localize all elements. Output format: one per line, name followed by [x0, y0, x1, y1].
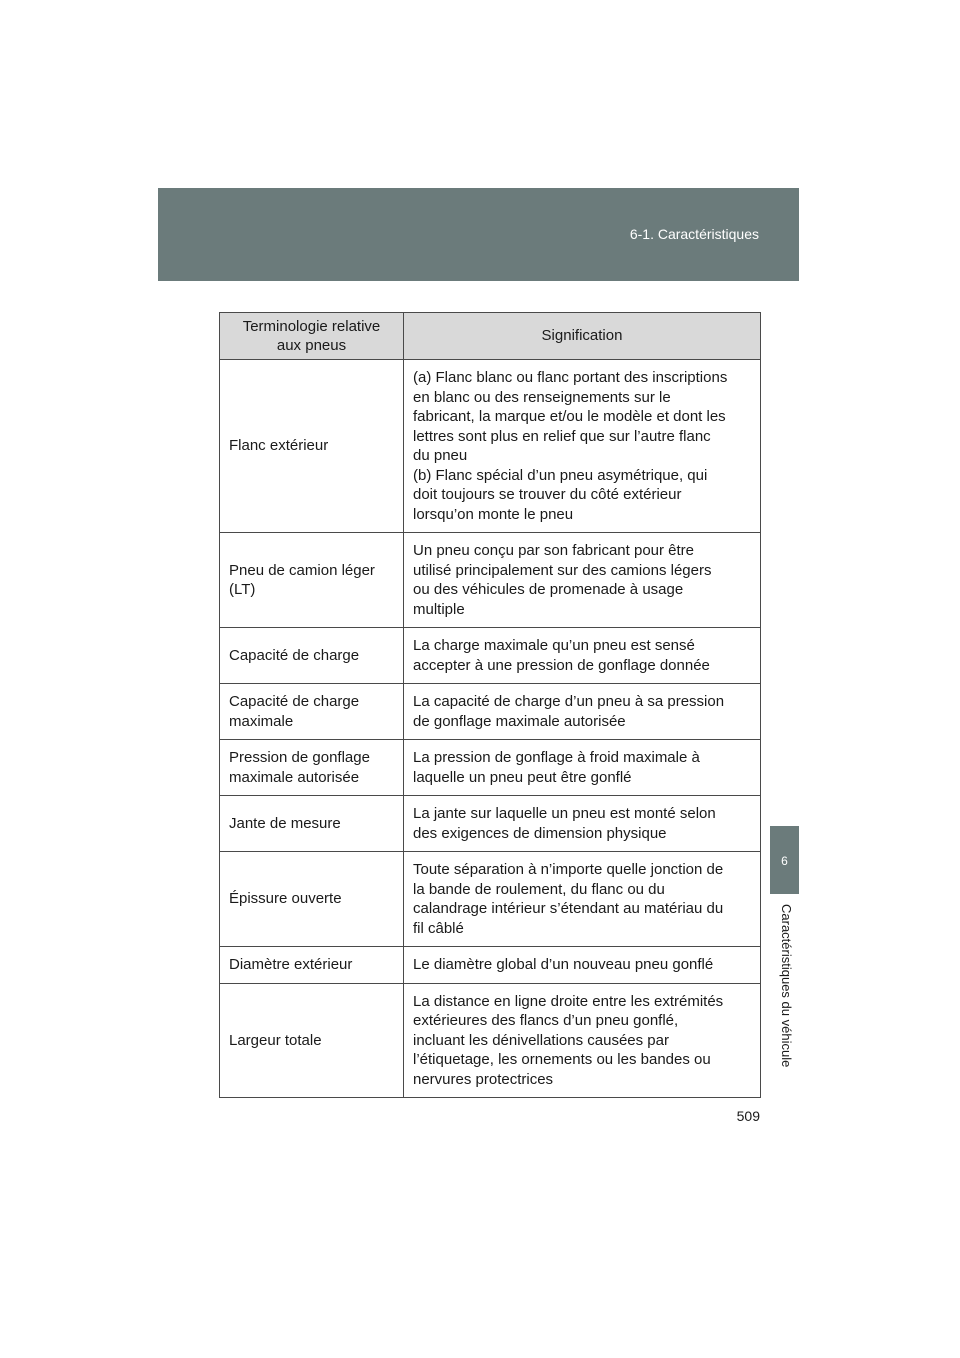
- table-row: [220, 796, 761, 852]
- term-cell: Diamètre extérieur: [220, 947, 404, 984]
- table-row: [220, 740, 761, 796]
- meaning-cell: Toute séparation à n’importe quelle jonction de la bande de roulement, du flanc ou du calandrage intérieur s’étendant au matériau du fil câblé: [404, 852, 761, 947]
- chapter-tab: [770, 826, 799, 894]
- table-row: [220, 533, 761, 628]
- term-cell: Largeur totale: [220, 983, 404, 1098]
- header-band: [158, 188, 799, 281]
- meaning-cell: Un pneu conçu par son fabricant pour être utilisé principalement sur des camions légers ou des véhicules de promenade à usage multiple: [404, 533, 761, 628]
- term-cell: Flanc extérieur: [220, 360, 404, 533]
- tire-terminology-table: [219, 312, 761, 1098]
- term-cell: Pneu de camion léger (LT): [220, 533, 404, 628]
- table-row: [220, 360, 761, 533]
- table-header-row: [220, 313, 761, 360]
- table-row: [220, 684, 761, 740]
- meaning-cell: La pression de gonflage à froid maximale à laquelle un pneu peut être gonflé: [404, 740, 761, 796]
- column-header-meaning: Signification: [404, 313, 761, 360]
- chapter-label: Caractéristiques du véhicule: [779, 904, 794, 1068]
- meaning-cell: La distance en ligne droite entre les extrémités extérieures des flancs d’un pneu gonflé, incluant les dénivellations causées par l’étiquetage, les ornements ou les bandes ou nervures protectrices: [404, 983, 761, 1098]
- section-title: 6-1. Caractéristiques: [629, 226, 759, 242]
- table-row: [220, 628, 761, 684]
- table-row: [220, 947, 761, 984]
- meaning-cell: Le diamètre global d’un nouveau pneu gonflé: [404, 947, 761, 984]
- chapter-number: 6: [781, 854, 788, 868]
- table-row: [220, 983, 761, 1098]
- table-row: [220, 852, 761, 947]
- term-cell: Capacité de charge maximale: [220, 684, 404, 740]
- meaning-cell: (a) Flanc blanc ou flanc portant des inscriptions en blanc ou des renseignements sur le fabricant, la marque et/ou le modèle et dont les lettres sont plus en relief que sur l’autre flanc du pneu (b) Flanc spécial d’un pneu asymétrique, qui doit toujours se trouver du côté extérieur lorsqu’on monte le pneu: [404, 360, 761, 533]
- meaning-cell: La capacité de charge d’un pneu à sa pression de gonflage maximale autorisée: [404, 684, 761, 740]
- column-header-term: Terminologie relative aux pneus: [220, 313, 404, 360]
- page-number: 509: [736, 1108, 760, 1124]
- term-cell: Pression de gonflage maximale autorisée: [220, 740, 404, 796]
- term-cell: Jante de mesure: [220, 796, 404, 852]
- meaning-cell: La charge maximale qu’un pneu est sensé accepter à une pression de gonflage donnée: [404, 628, 761, 684]
- meaning-cell: La jante sur laquelle un pneu est monté selon des exigences de dimension physique: [404, 796, 761, 852]
- term-cell: Capacité de charge: [220, 628, 404, 684]
- term-cell: Épissure ouverte: [220, 852, 404, 947]
